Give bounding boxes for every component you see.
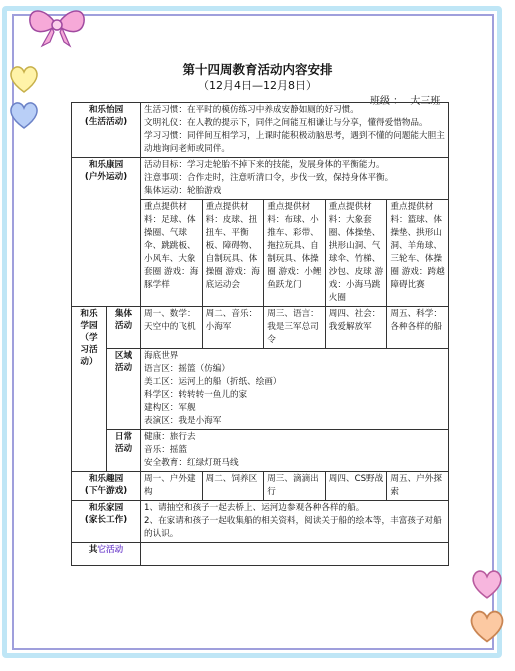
class-name: 大三班 <box>410 96 441 107</box>
life-line: 文明礼仪：在人教的提示下，同伴之间能互相谦让与分享，懂得爱惜物品。 <box>144 118 428 128</box>
row-sports-header <box>72 158 449 200</box>
row-school-group <box>72 307 449 349</box>
sports-day-cell: 重点提供材料：大象套圈、体操垫、拱形山洞、气球伞、竹梯、沙包、皮球 游戏：小海马跳火圈 <box>325 200 387 307</box>
game-day-cell: 周五、户外探索 <box>387 472 449 501</box>
row-label-life: 和乐怡园 (生活活动) <box>72 103 141 158</box>
sports-day-cell: 重点提供材料：皮球、扭扭车、平衡板、障碍物、自制玩具、体操圈 游戏：海底运动会 <box>202 200 264 307</box>
family-content <box>141 501 449 543</box>
sports-line: 活动目标：学习走轮胎不掉下来的技能，发展身体的平衡能力。 <box>144 160 385 170</box>
row-label-other: 其它活动 <box>72 543 141 566</box>
game-day-cell: 周二、饲养区 <box>202 472 264 501</box>
group-day-cell: 周一、数学：天空中的飞机 <box>141 307 203 349</box>
group-day-cell: 周四、社会：我爱解放军 <box>325 307 387 349</box>
area-line: 美工区：运河上的船（折纸、绘画） <box>144 377 282 387</box>
game-day-cell: 周三、滴滴出行 <box>264 472 326 501</box>
sublabel-daily: 日常 活动 <box>107 430 141 472</box>
area-line: 语言区：摇篮（仿编） <box>144 364 230 374</box>
group-day-cell: 周二、音乐：小海军 <box>202 307 264 349</box>
row-game <box>72 472 449 501</box>
page-title: 第十四周教育活动内容安排 <box>182 62 333 77</box>
area-line: 建构区：军舰 <box>144 403 196 413</box>
life-content <box>141 103 449 158</box>
family-line: 1、请抽空和孩子一起去桥上、运河边参观各种各样的船。 <box>144 503 365 513</box>
area-line: 科学区：转转转一鱼儿的家 <box>144 390 248 400</box>
area-line: 表演区：我是小海军 <box>144 416 222 426</box>
row-label-school: 和乐 学园 （学 习活 动） <box>72 307 107 472</box>
sublabel-area: 区域 活动 <box>107 349 141 430</box>
class-label: 班级 ： <box>370 96 404 107</box>
heart-blue-icon <box>8 100 40 130</box>
sports-day-cell: 重点提供材料：足球、体操圈、气球伞、跳跳板、小风车、大象套圈 游戏：海豚学样 <box>141 200 203 307</box>
life-line: 学习习惯：同伴间互相学习，上课时能积极动脑思考，遇到不懂的问题能大胆主动地询问老师或同伴。 <box>144 131 445 154</box>
sports-day-cell: 重点提供材料：布球、小推车、彩带、拖拉玩具、自制玩具、体操圈 游戏：小鲤鱼跃龙门 <box>264 200 326 307</box>
sublabel-group: 集体 活动 <box>107 307 141 349</box>
sports-day-cell: 重点提供材料：篮球、体操垫、拱形山洞、羊角球、三轮车、体操圈 游戏：跨越障碍比赛 <box>387 200 449 307</box>
daily-line: 健康：旅行去 <box>144 432 196 442</box>
row-label-game: 和乐趣园 (下午游戏) <box>72 472 141 501</box>
schedule-table <box>71 102 449 566</box>
row-label-sports: 和乐康园 (户外运动) <box>72 158 141 307</box>
row-other <box>72 543 449 566</box>
daily-line: 安全教育：红绿灯斑马线 <box>144 458 239 468</box>
row-family <box>72 501 449 543</box>
group-day-cell: 周五、科学：各种各样的船 <box>387 307 449 349</box>
bow-icon <box>26 2 88 48</box>
area-content <box>141 349 449 430</box>
sports-content <box>141 158 449 200</box>
other-content <box>141 543 449 566</box>
sports-line: 注意事项：合作走时，注意听清口令，步伐一致，保持身体平衡。 <box>144 173 394 183</box>
game-day-cell: 周四、CS野战 <box>325 472 387 501</box>
page-subtitle: （12月4日—12月8日） <box>198 79 317 92</box>
daily-content <box>141 430 449 472</box>
heart-peach-icon <box>468 608 506 644</box>
sports-line: 集体运动：轮胎游戏 <box>144 186 222 196</box>
area-line: 海底世界 <box>144 351 179 361</box>
game-day-cell: 周一、户外建构 <box>141 472 203 501</box>
row-school-daily <box>72 430 449 472</box>
group-day-cell: 周三、语言：我是三军总司令 <box>264 307 326 349</box>
row-life <box>72 103 449 158</box>
row-label-family: 和乐家园 (家长工作) <box>72 501 141 543</box>
family-line: 2、在家请和孩子一起收集船的相关资料，阅读关于船的绘本等，丰富孩子对船的认识。 <box>144 516 442 539</box>
heart-pink-icon <box>470 568 504 600</box>
life-line: 生活习惯：在平时的模仿练习中养成安静如厕的好习惯。 <box>144 105 359 115</box>
daily-line: 音乐：摇篮 <box>144 445 187 455</box>
row-school-area <box>72 349 449 430</box>
